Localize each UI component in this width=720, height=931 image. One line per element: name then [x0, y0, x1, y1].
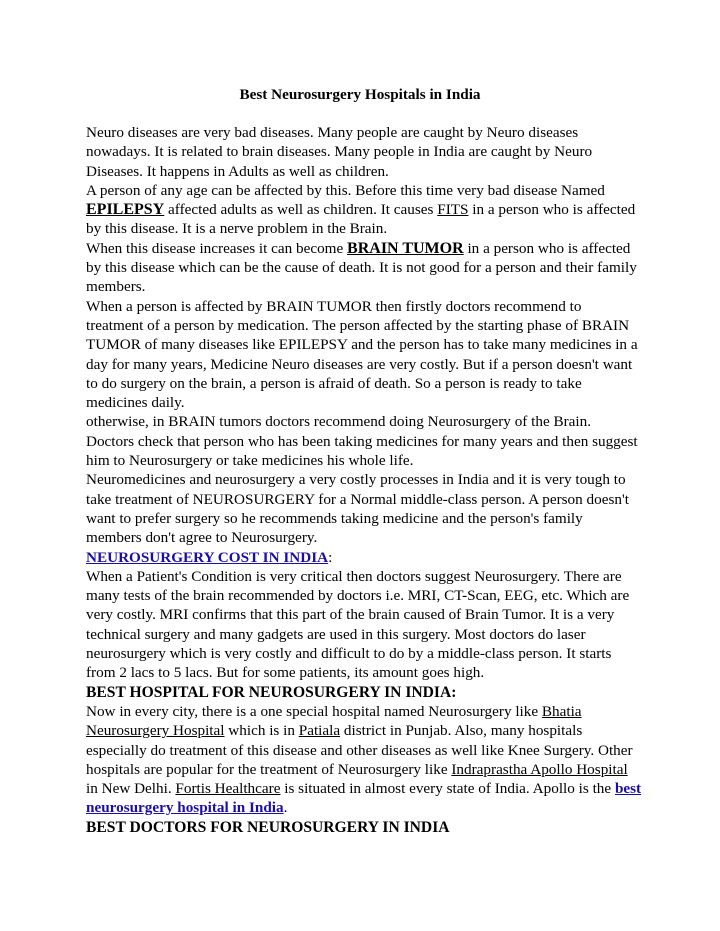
text-span: is situated in almost every state of India. Apollo is the	[280, 780, 615, 798]
paragraph-cost-process: Neuromedicines and neurosurgery a very costly processes in India and it is very tough to take treatment of NEUROSURGERY for a Normal middle-class person. A person doesn't want to prefer surgery so he recommends taking medicine and the person's family members don't agree to Neurosurgery.	[86, 471, 629, 547]
patiala-term: Patiala	[298, 722, 341, 740]
text-span: affected adults as well as children. It causes	[164, 201, 438, 219]
indraprastha-term: Indraprastha Apollo Hospital	[451, 760, 628, 778]
paragraph-brain-tumor	[86, 239, 642, 297]
paragraph-cost-details: When a Patient's Condition is very critical then doctors suggest Neurosurgery. There are many tests of the brain recommended by doctors i.e. MRI, CT-Scan, EEG, etc. Which are very costly. MRI confirms that this part of the brain caused of Brain Tumor. It is a very technical surgery and many gadgets are used in this surgery. Most doctors do laser neurosurgery which is very costly and difficult to do by a middle-class person. It starts from 2 lacs to 5 lacs. But for some patients, its amount goes high.	[86, 567, 630, 682]
text-span: which is in	[224, 722, 299, 740]
brain-tumor-term: BRAIN TUMOR	[347, 239, 464, 257]
text-span: When this disease increases it can become	[86, 239, 348, 257]
epilepsy-term: EPILEPSY	[86, 201, 165, 219]
page-title: Best Neurosurgery Hospitals in India	[239, 86, 481, 103]
bhatia-hospital-term: Bhatia Neurosurgery Hospital	[86, 702, 582, 740]
heading-best-hospital: BEST HOSPITAL FOR NEUROSURGERY IN INDIA:	[86, 683, 457, 701]
paragraph-hospitals	[86, 702, 642, 818]
paragraph-medication: When a person is affected by BRAIN TUMOR then firstly doctors recommend to treatment of a person by medication. The person affected by the starting phase of BRAIN TUMOR of many diseases like EPILEPSY and the person has to take many medicines in a day for many years, Medicine Neuro diseases are very costly. But if a person doesn't want to do surgery on the brain, a person is afraid of death. So a person is ready to take medicines daily.	[86, 297, 638, 412]
heading-best-doctors: BEST DOCTORS FOR NEUROSURGERY IN INDIA	[86, 818, 450, 836]
fortis-term: Fortis Healthcare	[175, 780, 281, 798]
text-span: .	[283, 799, 288, 817]
document-body	[86, 123, 642, 837]
text-span: Now in every city, there is a one special hospital named Neurosurgery like	[86, 702, 542, 720]
text-span: in a person who is affected by this disease which can be the cause of death. It is not good for a person and their family members.	[86, 239, 637, 296]
paragraph-epilepsy	[86, 181, 642, 239]
paragraph-neurosurgery: otherwise, in BRAIN tumors doctors recommend doing Neurosurgery of the Brain. Doctors check that person who has been taking medicines for many years and then suggest him to Neurosurgery or take medicines his whole life.	[86, 413, 638, 470]
paragraph-intro: Neuro diseases are very bad diseases. Many people are caught by Neuro diseases nowadays. It is related to brain diseases. Many people in India are caught by Neuro Diseases. It happens in Adults as well as children.	[86, 124, 593, 180]
text-span: A person of any age can be affected by this. Before this time very bad disease Named	[86, 181, 605, 199]
colon: :	[328, 548, 333, 566]
text-span: in New Delhi.	[86, 780, 176, 798]
best-hospital-link[interactable]: best neurosurgery hospital in India	[86, 780, 642, 817]
neurosurgery-cost-link[interactable]: NEUROSURGERY COST IN INDIA	[86, 548, 329, 566]
text-span: in a person who is affected by this disease. It is a nerve problem in the Brain.	[86, 201, 636, 238]
cost-heading	[86, 548, 642, 567]
text-span: district in Punjab. Also, many hospitals especially do treatment of this disease and other diseases as well like Knee Surgery. Other hospitals are popular for the treatment of Neurosurgery like	[86, 722, 633, 778]
fits-term: FITS	[437, 201, 469, 219]
